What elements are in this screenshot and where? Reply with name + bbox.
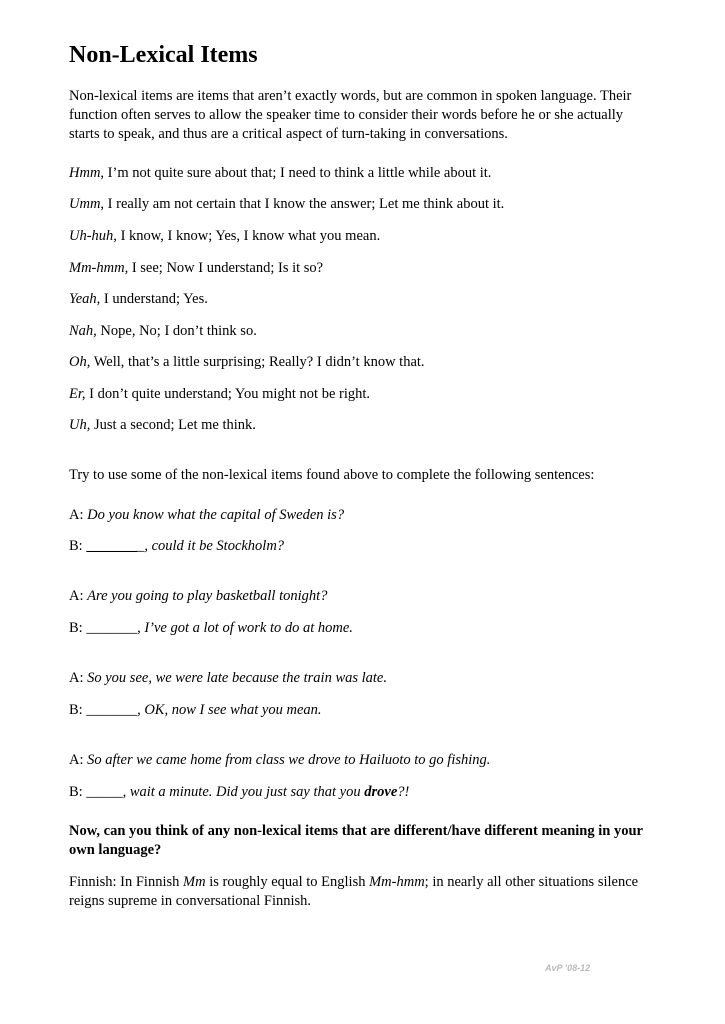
- speaker-a-label: A:: [69, 507, 88, 523]
- example-separator: ,: [100, 196, 108, 212]
- dialogue-a-line: [69, 506, 344, 525]
- example-item: Oh,: [69, 354, 91, 370]
- footer-credit: AvP ’08-12: [545, 963, 591, 973]
- discussion-question: Now, can you think of any non-lexical items that are different/have different meaning in your own language?: [69, 823, 643, 858]
- example-text: I don’t quite understand; You might not be right.: [89, 386, 371, 402]
- example-separator: ,: [100, 165, 108, 181]
- example-text: I understand; Yes.: [103, 291, 208, 307]
- example-text: I’m not quite sure about that; I need to think a little while about it.: [107, 165, 492, 181]
- speaker-b-label: B:: [69, 620, 87, 636]
- example-line: [69, 227, 380, 246]
- example-text: Well, that’s a little surprising; Really? I didn’t know that.: [93, 354, 425, 370]
- finnish-part-1: Finnish: In Finnish: [69, 874, 184, 890]
- page-title: Non-Lexical Items: [69, 42, 258, 68]
- speaker-b-text: , could it be Stockholm?: [144, 538, 285, 554]
- example-item: Umm: [69, 196, 101, 212]
- answer-blank-extra: _: [137, 538, 145, 554]
- answer-blank: _______: [86, 702, 138, 718]
- example-item: Hmm: [69, 165, 101, 181]
- example-line: [69, 416, 256, 435]
- example-item: Uh-huh,: [69, 228, 117, 244]
- example-line: [69, 353, 425, 372]
- dialogue-b-line: [69, 701, 322, 720]
- example-item: Mm-hmm,: [69, 260, 129, 276]
- example-text: I know, I know; Yes, I know what you mean.: [120, 228, 381, 244]
- speaker-b-label: B:: [69, 702, 87, 718]
- example-text: Nope, No; I don’t think so.: [100, 323, 257, 339]
- speaker-a-label: A:: [69, 670, 88, 686]
- speaker-b-end: ?!: [397, 784, 410, 800]
- example-item: Nah,: [69, 323, 97, 339]
- speaker-a-label: A:: [69, 752, 88, 768]
- speaker-b-label: B:: [69, 784, 87, 800]
- dialogue-b-line: [69, 619, 353, 638]
- dialogue-a-line: [69, 751, 490, 770]
- emphasized-word: drove: [364, 784, 398, 800]
- finnish-item-mm-hmm: Mm-hmm: [369, 874, 425, 890]
- speaker-b-text: , I’ve got a lot of work to do at home.: [137, 620, 353, 636]
- dialogue-b-line: [69, 783, 409, 802]
- dialogue-a-line: [69, 669, 387, 688]
- speaker-a-label: A:: [69, 588, 88, 604]
- example-line: [69, 195, 504, 214]
- instruction-text: Try to use some of the non-lexical items found above to complete the following sentences:: [69, 467, 595, 483]
- example-item: Yeah: [69, 291, 97, 307]
- example-text: I see; Now I understand; Is it so?: [131, 260, 324, 276]
- example-line: [69, 290, 208, 309]
- speaker-a-text: Are you going to play basketball tonight?: [87, 588, 328, 604]
- speaker-a-text: So you see, we were late because the train was late.: [87, 670, 387, 686]
- intro-paragraph: Non-lexical items are items that aren’t exactly words, but are common in spoken language. Their function often serves to allow the speaker time to consider their words before he or she actually starts to speak, and thus are a critical aspect of turn-taking in conversations.: [69, 88, 632, 142]
- answer-blank: _____: [86, 784, 123, 800]
- example-separator: ,: [96, 291, 104, 307]
- example-text: Just a second; Let me think.: [93, 417, 256, 433]
- example-item: Uh,: [69, 417, 91, 433]
- example-line: [69, 259, 323, 278]
- answer-blank: _______: [86, 620, 138, 636]
- speaker-b-text: , wait a minute. Did you just say that you: [122, 784, 365, 800]
- finnish-part-3: ; in nearly all other situations silence reigns supreme in conversational Finnish.: [69, 874, 639, 909]
- dialogue-a-line: [69, 587, 327, 606]
- speaker-a-text: Do you know what the capital of Sweden is?: [87, 507, 345, 523]
- example-text: I really am not certain that I know the answer; Let me think about it.: [107, 196, 505, 212]
- finnish-note: [69, 873, 654, 911]
- finnish-item-mm: Mm: [183, 874, 206, 890]
- example-line: [69, 322, 257, 341]
- dialogue-b-line: [69, 537, 284, 556]
- example-line: [69, 164, 491, 183]
- finnish-part-2: is roughly equal to English: [205, 874, 370, 890]
- speaker-b-label: B:: [69, 538, 87, 554]
- example-line: [69, 385, 370, 404]
- example-item: Er,: [69, 386, 86, 402]
- answer-blank: _______: [86, 538, 138, 554]
- speaker-a-text: So after we came home from class we drove to Hailuoto to go fishing.: [87, 752, 491, 768]
- speaker-b-text: , OK, now I see what you mean.: [137, 702, 322, 718]
